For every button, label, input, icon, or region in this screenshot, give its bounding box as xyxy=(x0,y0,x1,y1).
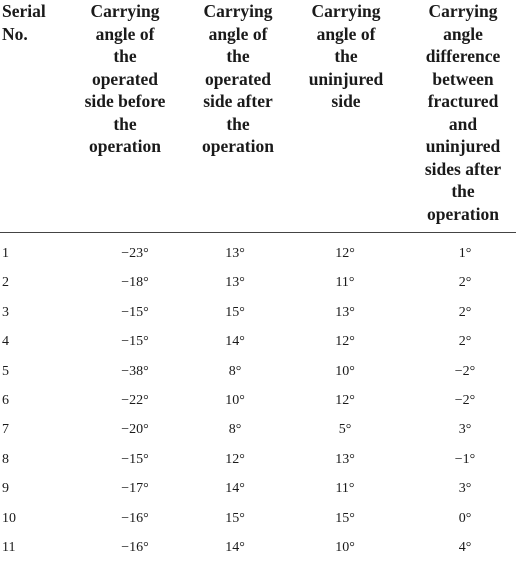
cell-uninjured: 13° xyxy=(335,304,355,320)
cell-uninjured: 12° xyxy=(335,246,355,261)
cell-after: 8° xyxy=(228,363,242,379)
table-row xyxy=(0,328,516,357)
table-row xyxy=(0,446,516,475)
table-row xyxy=(0,475,516,504)
cell-uninjured: 11° xyxy=(335,275,355,291)
header-angle-after-operation: Carrying angle of the operated side after the operation xyxy=(202,1,274,156)
table-row xyxy=(0,299,516,328)
cell-after: 13° xyxy=(225,246,245,261)
cell-serial: 11 xyxy=(2,539,16,555)
cell-serial: 9 xyxy=(2,481,9,497)
cell-before: −17° xyxy=(121,481,149,497)
cell-before: −15° xyxy=(121,304,149,320)
cell-serial: 4 xyxy=(2,334,9,350)
header-angle-before-operation: Carrying angle of the operated side before the operation xyxy=(84,1,166,156)
cell-difference: −1° xyxy=(454,451,476,467)
cell-uninjured: 12° xyxy=(335,392,355,408)
header-angle-difference: Carrying angle difference between fractured and uninjured sides after the operation xyxy=(424,1,502,224)
table-row xyxy=(0,505,516,534)
cell-serial: 1 xyxy=(2,246,9,261)
table-body xyxy=(0,240,516,563)
cell-after: 14° xyxy=(225,539,245,555)
cell-after: 14° xyxy=(225,334,245,350)
cell-uninjured: 15° xyxy=(335,510,355,526)
cell-before: −15° xyxy=(121,334,149,350)
cell-after: 15° xyxy=(225,304,245,320)
cell-uninjured: 10° xyxy=(335,539,355,555)
cell-serial: 2 xyxy=(2,275,9,291)
table-row xyxy=(0,534,516,563)
cell-difference: 1° xyxy=(458,246,472,261)
cell-difference: −2° xyxy=(454,392,476,408)
cell-serial: 3 xyxy=(2,304,9,320)
cell-difference: 2° xyxy=(458,304,472,320)
cell-difference: −2° xyxy=(454,363,476,379)
header-angle-uninjured-side: Carrying angle of the uninjured side xyxy=(308,1,384,111)
cell-difference: 0° xyxy=(458,510,472,526)
cell-serial: 5 xyxy=(2,363,9,379)
cell-serial: 7 xyxy=(2,422,9,438)
cell-difference: 4° xyxy=(458,539,472,555)
cell-after: 13° xyxy=(225,275,245,291)
cell-before: −18° xyxy=(121,275,149,291)
cell-after: 8° xyxy=(228,422,242,438)
header-divider xyxy=(0,232,516,233)
cell-before: −15° xyxy=(121,451,149,467)
cell-before: −16° xyxy=(121,510,149,526)
cell-after: 14° xyxy=(225,481,245,497)
cell-difference: 2° xyxy=(458,334,472,350)
cell-uninjured: 5° xyxy=(338,422,352,438)
cell-after: 15° xyxy=(225,510,245,526)
cell-serial: 6 xyxy=(2,392,9,408)
cell-uninjured: 11° xyxy=(335,481,355,497)
cell-before: −20° xyxy=(121,422,149,438)
cell-uninjured: 13° xyxy=(335,451,355,467)
cell-before: −38° xyxy=(121,363,149,379)
table-row xyxy=(0,269,516,298)
cell-difference: 3° xyxy=(458,481,472,497)
cell-serial: 10 xyxy=(2,510,16,526)
table-row xyxy=(0,358,516,387)
cell-difference: 3° xyxy=(458,422,472,438)
cell-before: −22° xyxy=(121,392,149,408)
cell-difference: 2° xyxy=(458,275,472,291)
cell-after: 12° xyxy=(225,451,245,467)
header-serial-no: Serial No. xyxy=(2,1,46,44)
cell-uninjured: 12° xyxy=(335,334,355,350)
table-row xyxy=(0,416,516,445)
cell-uninjured: 10° xyxy=(335,363,355,379)
table-header xyxy=(0,0,516,232)
cell-serial: 8 xyxy=(2,451,9,467)
table-row xyxy=(0,387,516,416)
cell-after: 10° xyxy=(225,392,245,408)
cell-before: −23° xyxy=(121,246,149,261)
cell-before: −16° xyxy=(121,539,149,555)
table-row xyxy=(0,240,516,269)
